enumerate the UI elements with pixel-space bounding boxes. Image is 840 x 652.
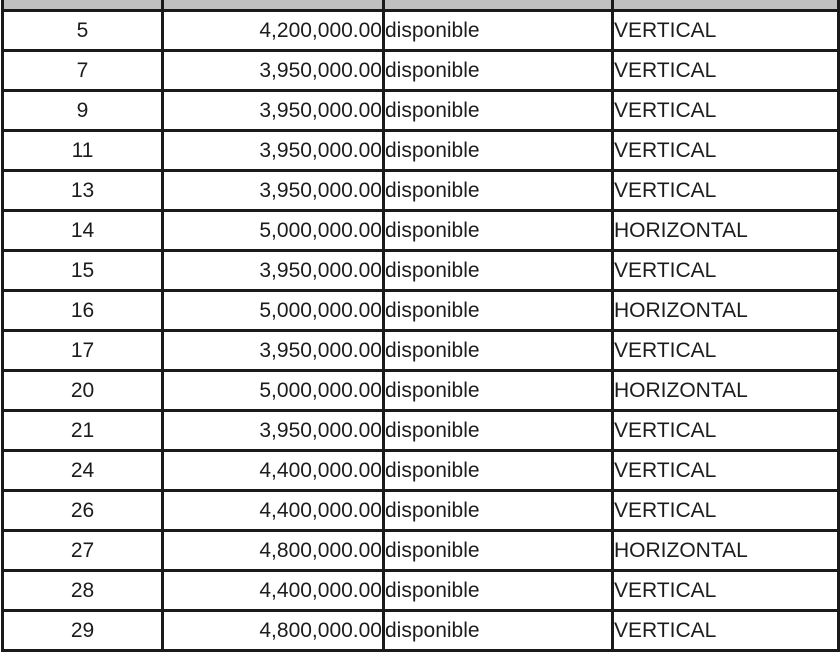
- cell-modelo[interactable]: VERTICAL: [613, 251, 839, 291]
- cell-valor[interactable]: 3,950,000.00: [163, 331, 384, 371]
- header-modelo[interactable]: [613, 0, 839, 11]
- cell-casa[interactable]: 28: [3, 571, 163, 611]
- cell-casa[interactable]: 17: [3, 331, 163, 371]
- cell-casa[interactable]: 29: [3, 611, 163, 651]
- cell-casa[interactable]: 16: [3, 291, 163, 331]
- cell-modelo[interactable]: VERTICAL: [613, 91, 839, 131]
- cell-modelo[interactable]: VERTICAL: [613, 11, 839, 51]
- table-row: [3, 331, 839, 371]
- cell-modelo[interactable]: VERTICAL: [613, 611, 839, 651]
- cell-casa[interactable]: 26: [3, 491, 163, 531]
- cell-valor[interactable]: 5,000,000.00: [163, 211, 384, 251]
- table-row: [3, 11, 839, 51]
- cell-casa[interactable]: 21: [3, 411, 163, 451]
- cell-casa[interactable]: 24: [3, 451, 163, 491]
- cell-casa[interactable]: 7: [3, 51, 163, 91]
- cell-valor[interactable]: 3,950,000.00: [163, 91, 384, 131]
- table-row: [3, 491, 839, 531]
- table-row: [3, 571, 839, 611]
- cell-casa[interactable]: 27: [3, 531, 163, 571]
- cell-estatus[interactable]: disponible: [384, 531, 613, 571]
- cell-valor[interactable]: 3,950,000.00: [163, 51, 384, 91]
- cell-modelo[interactable]: VERTICAL: [613, 51, 839, 91]
- table-row: [3, 91, 839, 131]
- cell-modelo[interactable]: VERTICAL: [613, 131, 839, 171]
- table-row: [3, 371, 839, 411]
- cell-modelo[interactable]: VERTICAL: [613, 571, 839, 611]
- cell-casa[interactable]: 15: [3, 251, 163, 291]
- cell-modelo[interactable]: HORIZONTAL: [613, 291, 839, 331]
- cell-estatus[interactable]: disponible: [384, 611, 613, 651]
- cell-estatus[interactable]: disponible: [384, 91, 613, 131]
- houses-table: [1, 0, 840, 652]
- cell-valor[interactable]: 5,000,000.00: [163, 371, 384, 411]
- cell-valor[interactable]: 4,800,000.00: [163, 531, 384, 571]
- cell-estatus[interactable]: disponible: [384, 51, 613, 91]
- cell-estatus[interactable]: disponible: [384, 251, 613, 291]
- header-row: [3, 0, 839, 11]
- table-row: [3, 171, 839, 211]
- cell-valor[interactable]: 5,000,000.00: [163, 291, 384, 331]
- cell-modelo[interactable]: VERTICAL: [613, 411, 839, 451]
- table-row: [3, 211, 839, 251]
- table-row: [3, 251, 839, 291]
- header-estatus[interactable]: [384, 0, 613, 11]
- table-row: [3, 531, 839, 571]
- cell-valor[interactable]: 4,400,000.00: [163, 491, 384, 531]
- table-row: [3, 411, 839, 451]
- cell-valor[interactable]: 4,800,000.00: [163, 611, 384, 651]
- cell-estatus[interactable]: disponible: [384, 331, 613, 371]
- cell-estatus[interactable]: disponible: [384, 171, 613, 211]
- table-row: [3, 611, 839, 651]
- table-row: [3, 451, 839, 491]
- cell-modelo[interactable]: VERTICAL: [613, 491, 839, 531]
- table-row: [3, 131, 839, 171]
- cell-estatus[interactable]: disponible: [384, 11, 613, 51]
- cell-valor[interactable]: 3,950,000.00: [163, 411, 384, 451]
- header-valor[interactable]: [163, 0, 384, 11]
- cell-estatus[interactable]: disponible: [384, 491, 613, 531]
- header-casa[interactable]: [3, 0, 163, 11]
- cell-estatus[interactable]: disponible: [384, 571, 613, 611]
- table-body: [3, 11, 839, 651]
- cell-modelo[interactable]: HORIZONTAL: [613, 371, 839, 411]
- cell-estatus[interactable]: disponible: [384, 291, 613, 331]
- cell-estatus[interactable]: disponible: [384, 451, 613, 491]
- cell-estatus[interactable]: disponible: [384, 131, 613, 171]
- cell-valor[interactable]: 4,200,000.00: [163, 11, 384, 51]
- cell-modelo[interactable]: VERTICAL: [613, 171, 839, 211]
- cell-casa[interactable]: 13: [3, 171, 163, 211]
- cell-modelo[interactable]: VERTICAL: [613, 451, 839, 491]
- table-row: [3, 51, 839, 91]
- cell-casa[interactable]: 11: [3, 131, 163, 171]
- cell-modelo[interactable]: HORIZONTAL: [613, 531, 839, 571]
- cell-modelo[interactable]: VERTICAL: [613, 331, 839, 371]
- cell-valor[interactable]: 4,400,000.00: [163, 451, 384, 491]
- cell-valor[interactable]: 3,950,000.00: [163, 251, 384, 291]
- table-row: [3, 291, 839, 331]
- cell-estatus[interactable]: disponible: [384, 411, 613, 451]
- cell-casa[interactable]: 20: [3, 371, 163, 411]
- cell-valor[interactable]: 3,950,000.00: [163, 131, 384, 171]
- cell-casa[interactable]: 9: [3, 91, 163, 131]
- cell-casa[interactable]: 14: [3, 211, 163, 251]
- cell-estatus[interactable]: disponible: [384, 371, 613, 411]
- cell-valor[interactable]: 4,400,000.00: [163, 571, 384, 611]
- cell-modelo[interactable]: HORIZONTAL: [613, 211, 839, 251]
- cell-casa[interactable]: 5: [3, 11, 163, 51]
- cell-estatus[interactable]: disponible: [384, 211, 613, 251]
- cell-valor[interactable]: 3,950,000.00: [163, 171, 384, 211]
